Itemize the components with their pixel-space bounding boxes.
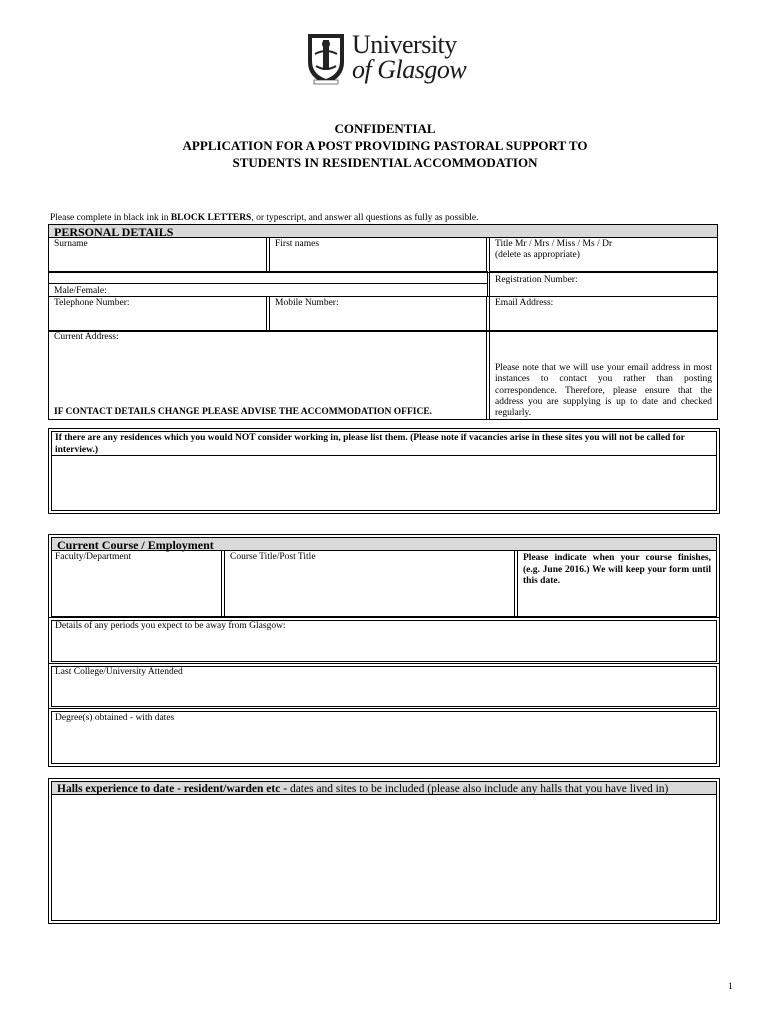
- instructions: [50, 212, 730, 224]
- instructions-prefix: Please complete in black ink in: [50, 213, 171, 223]
- title-field[interactable]: [491, 237, 716, 263]
- halls-heading: [51, 781, 717, 795]
- registration-field[interactable]: Registration Number:: [495, 275, 578, 285]
- halls-heading-bold: Halls experience to date - resident/warden etc -: [57, 783, 290, 795]
- away-field[interactable]: Details of any periods you expect to be away from Glasgow:: [55, 621, 286, 631]
- male-female-field[interactable]: Male/Female:: [54, 286, 107, 296]
- contact-change-notice: IF CONTACT DETAILS CHANGE PLEASE ADVISE THE ACCOMMODATION OFFICE.: [54, 407, 433, 417]
- last-college-field[interactable]: Last College/University Attended: [55, 667, 183, 677]
- title-confidential: CONFIDENTIAL: [334, 121, 436, 136]
- title-line3: STUDENTS IN RESIDENTIAL ACCOMMODATION: [232, 155, 538, 170]
- university-logo: [306, 32, 476, 86]
- first-names-field[interactable]: First names: [275, 239, 320, 249]
- title-options: Title Mr / Mrs / Miss / Ms / Dr: [495, 239, 613, 249]
- telephone-field[interactable]: Telephone Number:: [54, 298, 130, 308]
- residences-question: If there are any residences which you would NOT consider working in, please list them. (Please note if vacancies arise in these sites you will not be called for interview.): [55, 433, 685, 455]
- halls-heading-rest: dates and sites to be included (please also include any halls that you have lived in): [289, 783, 669, 795]
- logo-wordmark-line1: University: [352, 30, 457, 59]
- email-field[interactable]: Email Address:: [495, 298, 554, 308]
- title-hint: (delete as appropriate): [495, 250, 580, 260]
- form-title: [0, 120, 770, 171]
- faculty-field[interactable]: Faculty/Department: [55, 552, 131, 562]
- course-heading: Current Course / Employment: [51, 537, 717, 551]
- residences-answer-area[interactable]: [52, 458, 716, 510]
- email-note: Please note that we will use your email address in most instances to contact you rather than posting correspondence. Therefore, please ensure that the address you are supplying is up to date and checked regularly.: [495, 363, 712, 419]
- page-number: 1: [728, 982, 733, 992]
- instructions-suffix: , or typescript, and answer all questions as fully as possible.: [251, 213, 479, 223]
- mobile-field[interactable]: Mobile Number:: [275, 298, 339, 308]
- current-address-field[interactable]: Current Address:: [54, 332, 119, 342]
- surname-field[interactable]: Surname: [54, 239, 88, 249]
- degrees-field[interactable]: Degree(s) obtained - with dates: [55, 713, 175, 723]
- instructions-emphasis: BLOCK LETTERS: [170, 213, 252, 223]
- course-title-field[interactable]: Course Title/Post Title: [230, 552, 316, 562]
- logo-wordmark-line2: of Glasgow: [352, 55, 467, 84]
- course-finish-note: Please indicate when your course finishes, (e.g. June 2016.) We will keep your form until this date.: [523, 553, 711, 586]
- title-line2: APPLICATION FOR A POST PROVIDING PASTORAL SUPPORT TO: [182, 138, 588, 153]
- crest-icon: [306, 32, 346, 86]
- personal-details-heading: PERSONAL DETAILS: [48, 224, 718, 238]
- halls-answer-area[interactable]: [52, 798, 716, 920]
